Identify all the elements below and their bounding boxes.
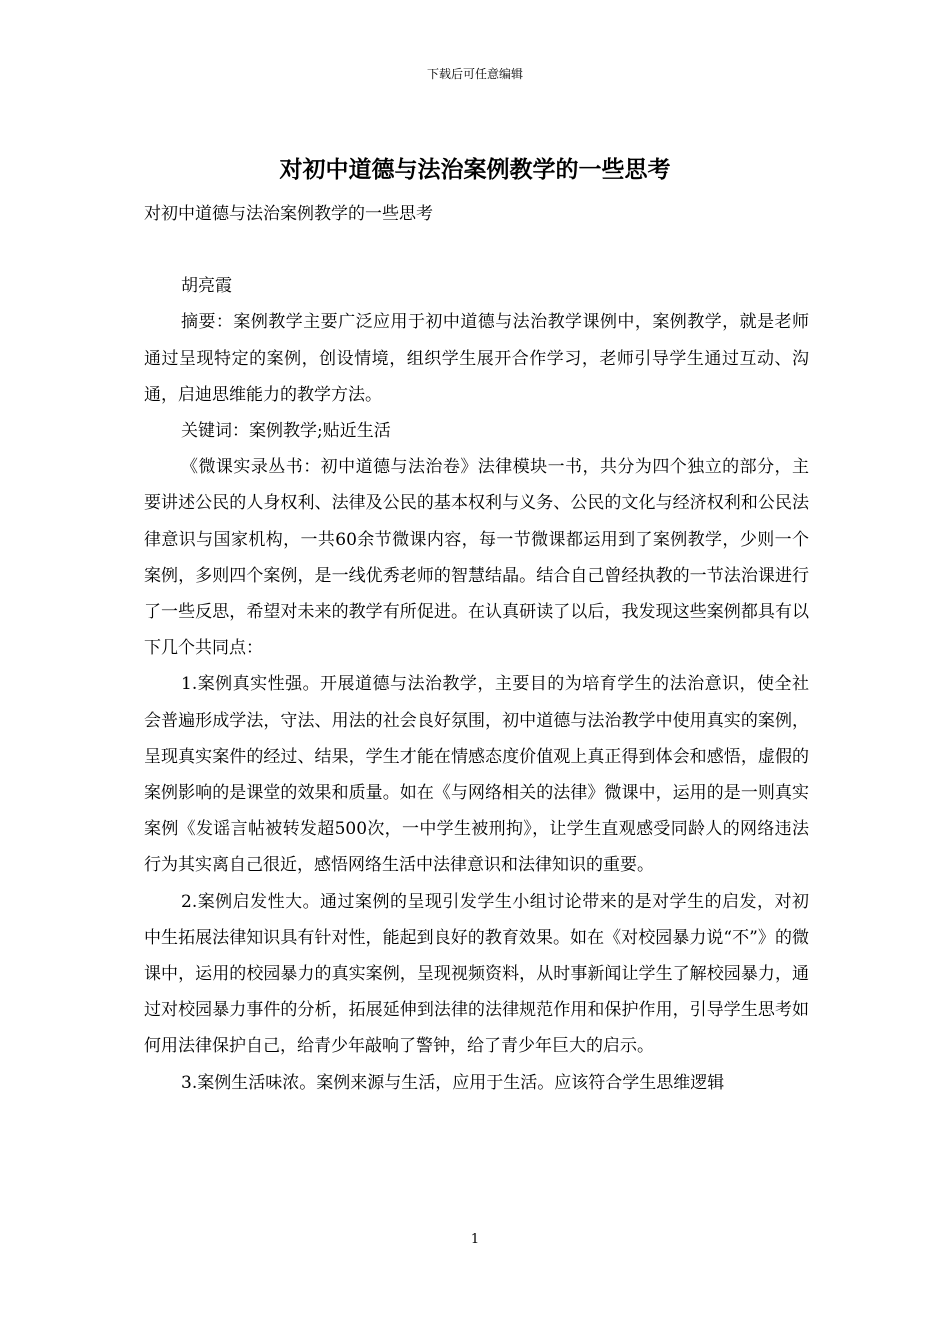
- page-number: 1: [470, 1232, 480, 1247]
- document-body: [144, 196, 809, 1101]
- blank-line: [144, 232, 809, 268]
- page-header-note: 下载后可任意编辑: [426, 67, 523, 81]
- body-paragraph: 2.案例启发性大。通过案例的呈现引发学生小组讨论带来的是对学生的启发，对初中生拓展法律知识具有针对性，能起到良好的教育效果。如在《对校园暴力说“不”》的微课中，运用的校园暴力的真实案例，呈现视频资料，从时事新闻让学生了解校园暴力，通过对校园暴力事件的分析，拓展延伸到法律的法律规范作用和保护作用，引导学生思考如何用法律保护自己，给青少年敲响了警钟，给了青少年巨大的启示。: [144, 891, 809, 1057]
- document-title: 对初中道德与法治案例教学的一些思考: [279, 156, 671, 183]
- keywords-line: 关键词：案例教学;贴近生活: [181, 421, 391, 442]
- body-paragraph: 《微课实录丛书：初中道德与法治卷》法律模块一书，共分为四个独立的部分，主要讲述公民的人身权利、法律及公民的基本权利与义务、公民的文化与经济权利和公民法律意识与国家机构，一共60余节微课内容，每一节微课都运用到了案例教学，少则一个案例，多则四个案例，是一线优秀老师的智慧结晶。结合自己曾经执教的一节法治课进行了一些反思，希望对未来的教学有所促进。在认真研读了以后，我发现这些案例都具有以下几个共同点：: [144, 457, 809, 659]
- abstract-paragraph: 摘要：案例教学主要广泛应用于初中道德与法治教学课例中，案例教学，就是老师通过呈现特定的案例，创设情境，组织学生展开合作学习，老师引导学生通过互动、沟通，启迪思维能力的教学方法。: [144, 312, 809, 405]
- author-name: 胡亮霞: [181, 276, 232, 297]
- body-paragraph: 1.案例真实性强。开展道德与法治教学，主要目的为培育学生的法治意识，使全社会普遍形成学法，守法、用法的社会良好氛围，初中道德与法治教学中使用真实的案例，呈现真实案件的经过、结果，学生才能在情感态度价值观上真正得到体会和感悟，虚假的案例影响的是课堂的效果和质量。如在《与网络相关的法律》微课中，运用的是一则真实案例《发谣言帖被转发超500次，一中学生被刑拘》，让学生直观感受同龄人的网络违法行为其实离自己很近，感悟网络生活中法律意识和法律知识的重要。: [144, 674, 809, 876]
- document-subtitle: 对初中道德与法治案例教学的一些思考: [144, 204, 433, 224]
- body-paragraph: 3.案例生活味浓。案例来源与生活，应用于生活。应该符合学生思维逻辑: [181, 1072, 725, 1093]
